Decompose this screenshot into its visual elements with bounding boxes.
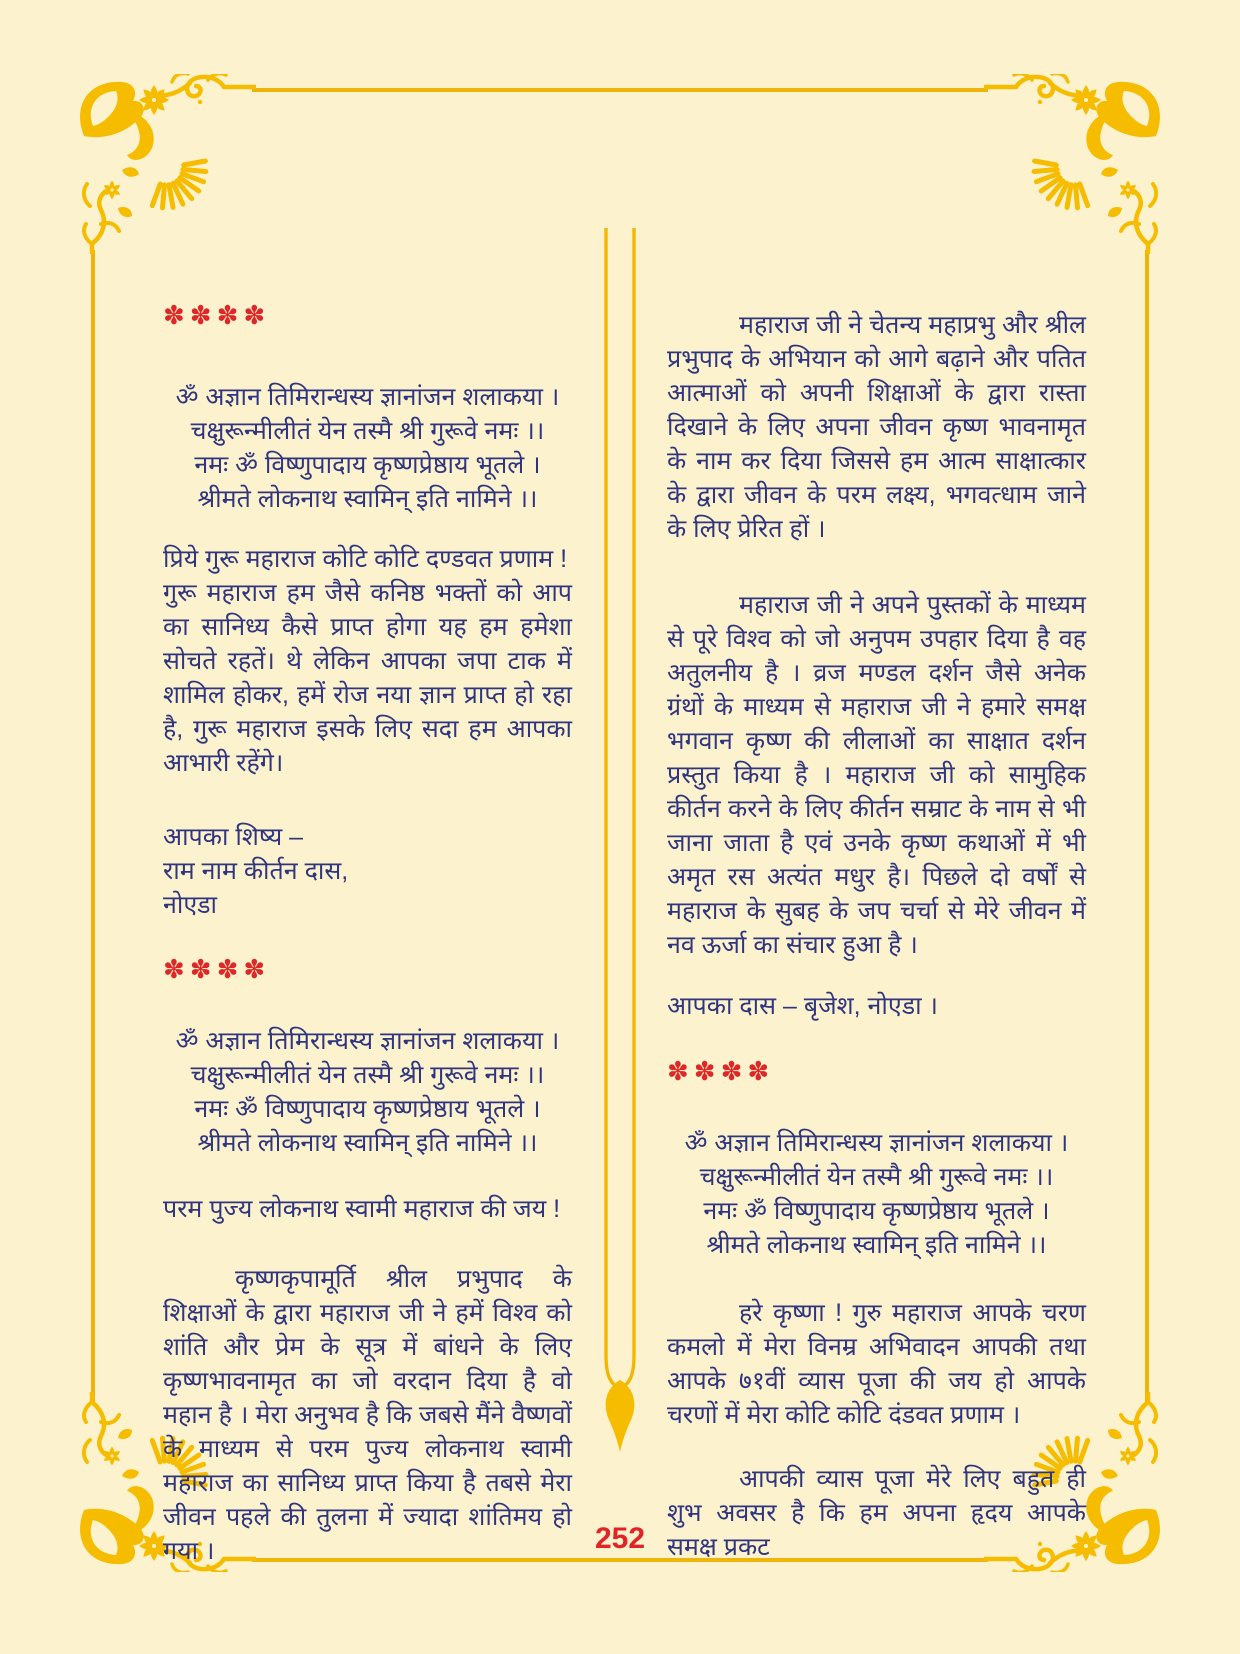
verse-line: नमः ॐ विष्णुपादाय कृष्णप्रेष्ठाय भूतले । xyxy=(194,451,541,479)
verse-line: श्रीमते लोकनाथ स्वामिन् इति नामिने ।। xyxy=(706,1231,1047,1259)
page-number: 252 xyxy=(594,1522,646,1555)
letter-body: गुरू महाराज हम जैसे कनिष्ठ भक्तों को आप का सानिध्य कैसे प्राप्त होगा यह हम हमेशा सोचते रहतें। थे लेकिन आपका जपा टाक में शामिल होकर, हमें रोज नया ज्ञान प्राप्त हो रहा है, गुरू महाराज इसके लिए सदा हम आपका आभारी रहेंगे। xyxy=(163,579,572,777)
letter-body: हरे कृष्णा ! गुरु महाराज आपके चरण कमलो में मेरा विनम्र अभिवादन आपकी तथा आपके ७१वीं व्यास पूजा की जय हो आपके चरणों में मेरा कोटि कोटि दंडवत प्रणाम । xyxy=(667,1299,1086,1429)
border-line-top xyxy=(252,88,988,92)
invocation-verse xyxy=(667,1126,1086,1262)
verse-line: श्रीमते लोकनाथ स्वामिन् इति नामिने ।। xyxy=(197,1129,538,1157)
section-stars: ✽✽✽✽ xyxy=(667,1056,775,1086)
floral-corner-ornament-icon xyxy=(76,74,256,254)
section-stars: ✽✽✽✽ xyxy=(163,954,271,984)
verse-line: ॐ अज्ञान तिमिरान्धस्य ज्ञानांजन शलाकया । xyxy=(175,1027,560,1055)
letter-body: महाराज जी ने अपने पुस्तकों के माध्यम से पूरे विश्व को जो अनुपम उपहार दिया है वह अतुलनीय है । व्रज मण्डल दर्शन जैसे अनेक ग्रंथों के माध्यम से महाराज जी ने हमारे समक्ष भगवान कृष्ण की लीलाओं का साक्षात दर्शन प्रस्तुत किया है । महाराज जी को सामुहिक कीर्तन करने के लिए कीर्तन सम्राट के नाम से भी जाना जाता है एवं उनके कृष्ण कथाओं में भी अमृत रस अत्यंत मधुर है। पिछले दो वर्षों से महाराज के सुबह के जप चर्चा से मेरे जीवन में नव ऊर्जा का संचार हुआ है । xyxy=(667,591,1086,959)
letter-signature: आपका दास – बृजेश, नोएडा । xyxy=(667,992,938,1020)
letter-body: आपकी व्यास पूजा मेरे लिए बहुत ही शुभ अवसर है कि हम अपना हृदय आपके समक्ष प्रकट xyxy=(667,1465,1086,1561)
verse-line: ॐ अज्ञान तिमिरान्धस्य ज्ञानांजन शलाकया । xyxy=(684,1129,1069,1157)
verse-line: नमः ॐ विष्णुपादाय कृष्णप्रेष्ठाय भूतले । xyxy=(194,1095,541,1123)
verse-line: चक्षुरून्मीलीतं येन तस्मै श्री गुरूवे नमः ।। xyxy=(190,1061,545,1089)
invocation-verse xyxy=(163,1024,572,1160)
border-line-right xyxy=(1145,250,1149,1402)
column-divider-teardrop-icon xyxy=(594,228,646,1460)
verse-line: नमः ॐ विष्णुपादाय कृष्णप्रेष्ठाय भूतले । xyxy=(703,1197,1050,1225)
verse-line: चक्षुरून्मीलीतं येन तस्मै श्री गुरूवे नमः ।। xyxy=(190,417,545,445)
letter-salutation: प्रिये गुरू महाराज कोटि कोटि दण्डवत प्रणाम ! xyxy=(163,545,568,573)
verse-line: श्रीमते लोकनाथ स्वामिन् इति नामिने ।। xyxy=(197,485,538,513)
signature-line: राम नाम कीर्तन दास, xyxy=(163,857,349,885)
right-column xyxy=(667,300,1086,1564)
letter-body: महाराज जी ने चेतन्य महाप्रभु और श्रील प्रभुपाद के अभियान को आगे बढ़ाने और पतित आत्माओं को अपनी शिक्षाओं के द्वारा रास्ता दिखाने के लिए अपना जीवन कृष्ण भावनामृत के नाम कर दिया जिससे हम आत्म साक्षात्कार के द्वारा जीवन के परम लक्ष्य, भगवत्धाम जाने के लिए प्रेरित हों । xyxy=(667,311,1086,543)
verse-line: चक्षुरून्मीलीतं येन तस्मै श्री गुरूवे नमः ।। xyxy=(699,1163,1054,1191)
jay-exclamation: परम पुज्य लोकनाथ स्वामी महाराज की जय ! xyxy=(163,1195,561,1223)
verse-line: ॐ अज्ञान तिमिरान्धस्य ज्ञानांजन शलाकया । xyxy=(175,383,560,411)
border-line-left xyxy=(91,250,95,1402)
letter-signature xyxy=(163,820,572,922)
left-column xyxy=(163,300,572,1568)
section-stars: ✽✽✽✽ xyxy=(163,300,271,330)
signature-line: आपका शिष्य – xyxy=(163,823,304,851)
invocation-verse xyxy=(163,380,572,516)
floral-corner-ornament-icon xyxy=(984,74,1164,254)
letter-body: कृष्णकृपामूर्ति श्रील प्रभुपाद के शिक्षाओं के द्वारा महाराज जी ने हमें विश्व को शांति और प्रेम के सूत्र में बांधने के लिए कृष्णभावनामृत का जो वरदान दिया है वो महान है । मेरा अनुभव है कि जबसे मैंने वैष्णवों के माध्यम से परम पुज्य लोकनाथ स्वामी महाराज का सानिध्य प्राप्त किया है तबसे मेरा जीवन पहले की तुलना में ज्यादा शांतिमय हो गया । xyxy=(163,1265,572,1565)
signature-line: नोएडा xyxy=(163,891,218,919)
